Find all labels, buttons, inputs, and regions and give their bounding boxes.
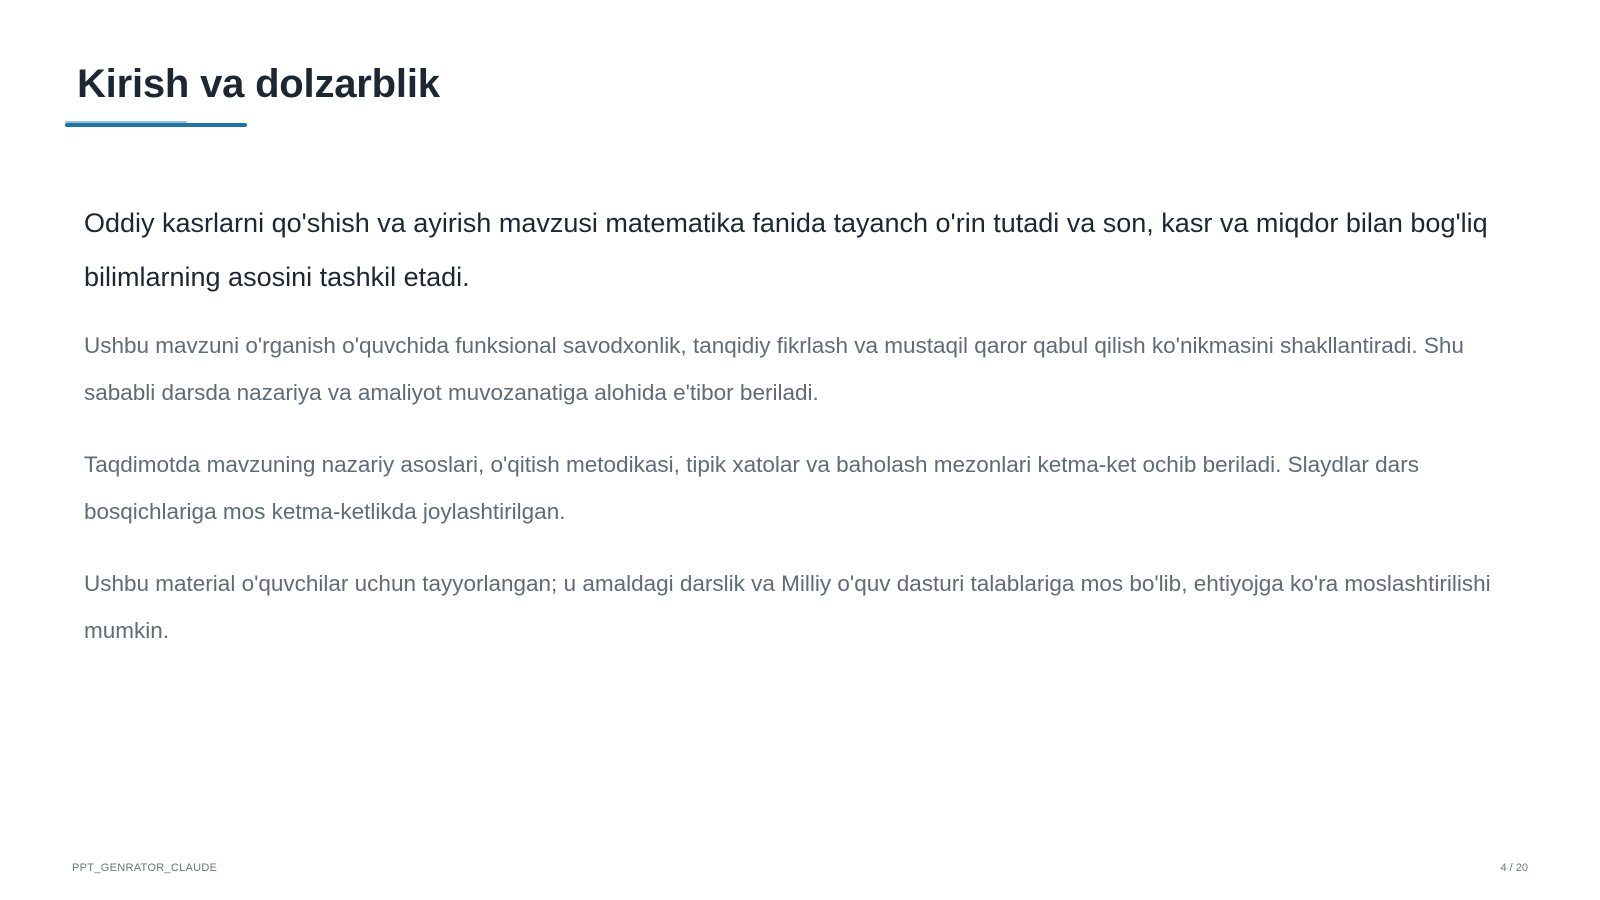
title-underline	[65, 122, 247, 128]
slide-title: Kirish va dolzarblik	[77, 62, 440, 106]
slide-body	[84, 196, 1524, 679]
title-underline-bar	[65, 123, 247, 127]
page-indicator: 4 / 20	[1500, 862, 1528, 874]
body-paragraph-3: Ushbu material o'quvchilar uchun tayyorlangan; u amaldagi darslik va Milliy o'quv dasturi talablariga mos bo'lib, ehtiyojga ko'ra moslashtirilishi mumkin.	[84, 571, 1491, 643]
body-paragraph-2: Taqdimotda mavzuning nazariy asoslari, o'qitish metodikasi, tipik xatolar va baholash mezonlari ketma-ket ochib beriladi. Slaydlar dars bosqichlariga mos ketma-ketlikda joylashtirilgan.	[84, 452, 1419, 524]
footer-brand: PPT_GENRATOR_CLAUDE	[72, 862, 218, 874]
lead-paragraph: Oddiy kasrlarni qo'shish va ayirish mavzusi matematika fanida tayanch o'rin tutadi va son, kasr va miqdor bilan bog'liq bilimlarning asosini tashkil etadi.	[84, 208, 1488, 292]
body-paragraph-1: Ushbu mavzuni o'rganish o'quvchida funksional savodxonlik, tanqidiy fikrlash va mustaqil qaror qabul qilish ko'nikmasini shakllantiradi. Shu sababli darsda nazariya va amaliyot muvozanatiga alohida e'tibor beriladi.	[84, 333, 1464, 405]
